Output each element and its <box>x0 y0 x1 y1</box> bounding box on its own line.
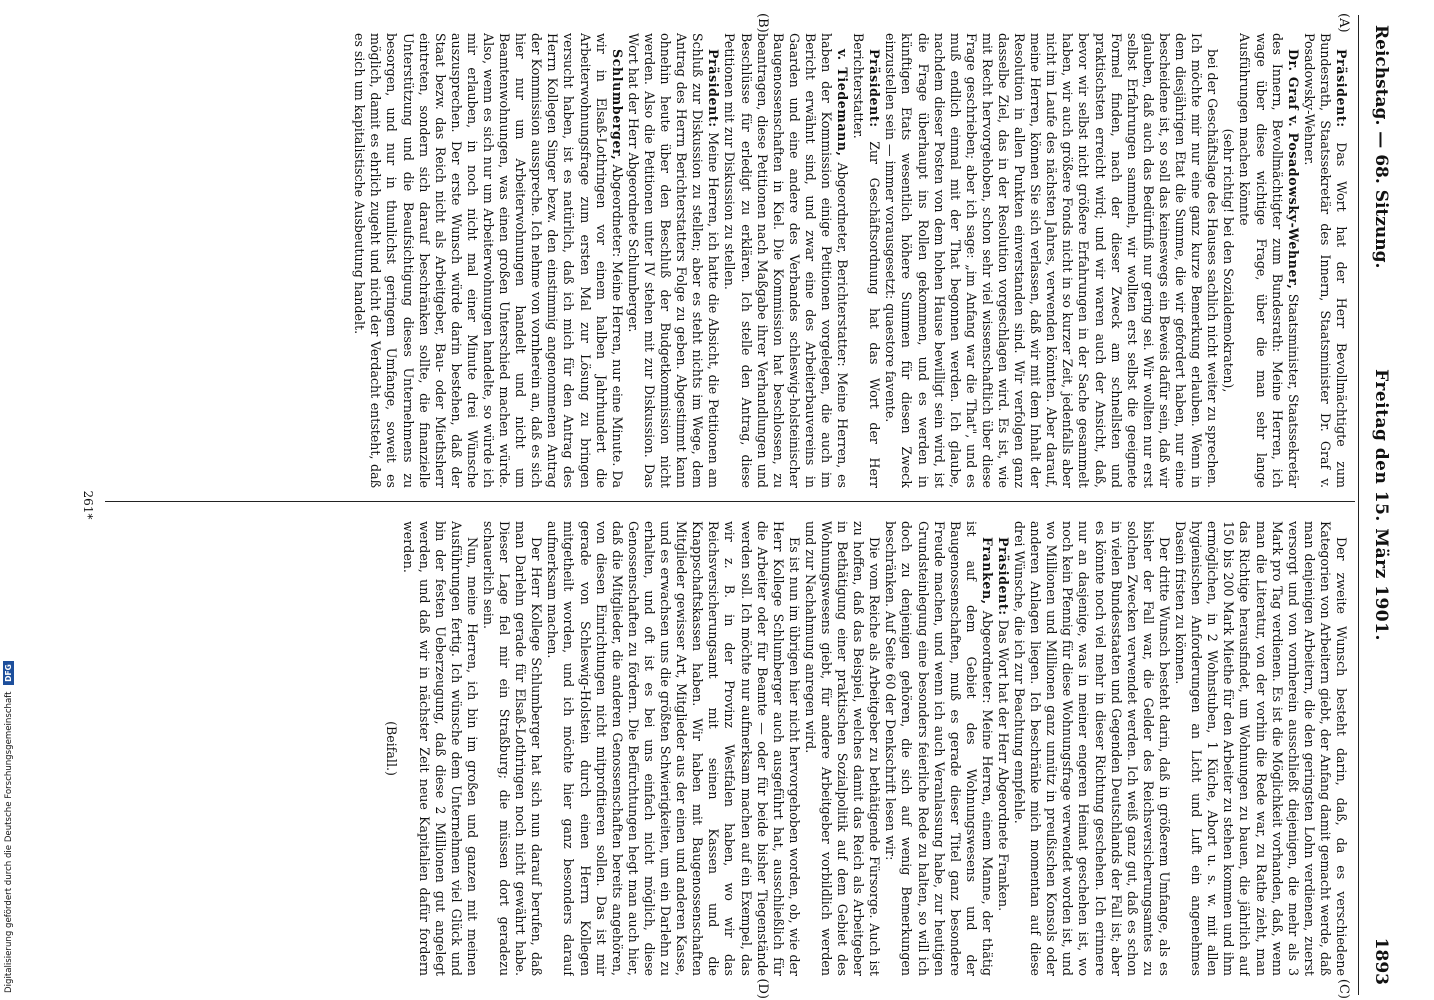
page-header <box>1361 15 1395 995</box>
paragraph <box>1236 33 1300 488</box>
speaker-name: Präsident: <box>706 49 722 128</box>
left-column <box>79 33 1349 488</box>
margin-mark-d: (D) <box>755 978 770 999</box>
speaker-name: Franken, <box>979 537 995 605</box>
margin-mark-a: (A) <box>1336 13 1351 33</box>
paragraph-text: Staatsminister, Staatssekretär des Innern, Bevollmächtigter zum Bundesrath: Meine Herren, ich wage über diese wichtige Frage, über die man sehr lange Ausführungen machen könnte <box>1237 33 1301 488</box>
paragraph <box>802 521 882 976</box>
paragraph <box>850 33 882 488</box>
paragraph <box>1301 33 1349 488</box>
speaker-name: Präsident: <box>867 49 883 128</box>
page-number: 1893 <box>1371 937 1391 985</box>
paragraph <box>882 33 1220 488</box>
paragraph <box>544 521 802 976</box>
paragraph-text: Meine Herren, ich hatte die Absicht, die Petitionen am Schluß zur Diskussion zu stellen; aber es steht nichts im Wege, dem Antrag des Herrn Berichterstatters Folge zu geben. Abgestimmt kann ohnehin heute über den Beschluß der Budgetkommission nicht werden. Also die Petitionen unter IV stehen mit zur Diskussion. Das Wort hat der Herr Abgeordnete Schlumberger. <box>625 33 722 488</box>
paragraph-text: (sehr richtig! bei den Sozialdemokraten), <box>1221 128 1237 393</box>
paragraph-text: Nun, meine Herren, ich bin im großen und ganzen mit meinen Ausführungen fertig. Ich wünsche dem Unternehmen viel Glück und bin der festen Ueberzeugung, daß diese 2 Millionen gut angelegt werden, und daß wir in nächster Zeit neue Kapitalien dafür fordern werden. <box>400 521 480 976</box>
paragraph-text: Abgeordneter, Berichterstatter: Meine Herren, es haben der Kommission einige Petitionen vorgelegen, die auch im Bericht erwähnt sind, und zwar eine des Arbeiterbauvereins in Gaarden und eine andere des Verbandes schleswig-holsteinischer Baugenossenschaften in Kiel. Die Kommission hat beschlossen, zu beantragen, diese Petitionen nach Maßgabe ihrer Verhandlungen und Beschlüsse für erledigt zu erklären. Ich stelle den Antrag, diese Petitionen mit zur Diskussion zu stellen. <box>722 33 851 488</box>
column-divider <box>105 501 1355 502</box>
paragraph <box>625 33 722 488</box>
paragraph <box>1011 521 1172 976</box>
speaker-name: Schlumberger, <box>609 49 625 161</box>
header-date: Freitag den 15. März 1901. <box>1371 369 1391 641</box>
paragraph <box>1172 521 1349 976</box>
speaker-name: Präsident: <box>996 537 1012 616</box>
paragraph-text: Der zweite Wunsch besteht darin, daß, da es verschiedene Kategorien von Arbeitern giebt, der Anfang damit gemacht werde, daß man denjenigen Arbeitern, die den geringsten Lohn verdienen, zuerst versorgt und von vornherein ausschließt diejenigen, die mehr als 3 Mark pro Tag verdienen. Es ist die Möglichkeit vorhanden, daß, wenn man die Literatur, von der vorhin die Rede war, zu Rathe zieht, man das Richtige herausfindet, um Wohnungen zu bauen, die jährlich auf 150 bis 200 Mark Miethe für den Arbeiter zu stehen kommen und ihm ermöglichen, in 2 Wohnstuben, 1 Küche, Abort u. s. w. mit allen hygienischen Anforderungen an Licht und Luft ein angenehmes Dasein fristen zu können. <box>1173 521 1349 976</box>
header-rule <box>1358 15 1359 995</box>
paragraph <box>882 521 995 976</box>
paragraph-text: Abgeordneter: Meine Herren, einem Manne, der thätig ist auf dem Gebiet des Wohnungswesens und der Baugenossenschaften, muß es gerade dieser Titel ganz besondere Freude machen, und wenn ich auch Veranlassung habe, zur heutigen Grundsteinlegung eine besonders feierliche Rede zu halten, so will ich doch zu denjenigen gehören, die sich auf wenig Bemerkungen beschränken. Auf Seite 60 der Denkschrift lesen wir: <box>883 521 995 976</box>
paragraph <box>995 521 1011 976</box>
right-column <box>79 521 1349 976</box>
dfg-logo: DFG <box>3 661 14 685</box>
paragraph-text: Die vom Reiche als Arbeitgeber zu bethätigende Fürsorge. Auch ist zu hoffen, daß das Beispiel, welches damit das Reich als Arbeitgeber in Bethätigung einer praktischen Sozialpolitik auf dem Gebiet des Wohnungswesens giebt, für andere Arbeitgeber vorbildlich werden und zur Nachahmung anregen wird. <box>802 521 883 976</box>
speaker-name: Dr. Graf v. Posadowsky-Wehner, <box>1285 49 1301 290</box>
header-left: Reichstag. — 68. Sitzung. <box>1371 25 1391 269</box>
paragraph-text: bei der Geschäftslage des Hauses sachlich nicht weiter zu sprechen. Ich möchte mir nur eine ganz kurze Bemerkung erlauben. Wenn in dem diesjährigen Etat die Summe, die wir gefordert haben, nur eine bescheidene ist, so soll das keineswegs ein Beweis dafür sein, daß wir glauben, daß auch das Bedürfniß nur gering sei. Wir wollten nur erst selbst Erfahrungen sammeln, wir wollten erst selbst die geeignete Formel finden, nach der dieser Zweck am schnellsten und praktischsten erreicht wird; und wir waren auch der Ansicht, daß, bevor wir selbst nicht größere Erfahrungen in der Sache gesammelt haben, wir auch größere Fonds nicht in so kurzer Zeit, jedenfalls aber nicht im Laufe des nächsten Jahres, verwenden könnten. Aber darauf, meine Herren, können Sie sich verlassen, daß wir mit dem Inhalt der Resolution in allen Punkten einverstanden sind. Wir verfolgen ganz dasselbe Ziel, das in der Resolution vorgeschlagen wird. Es ist, wie mit Recht hervorgehoben, schon sehr viel wissenschaftlich über diese Frage geschrieben; aber ich sage: „im Anfang war die That", und es muß endlich einmal mit der That begonnen werden. Ich glaube, nachdem dieser Posten von dem hohen Hause bewilligt sein wird, ist die Frage überhaupt ins Rollen gekommen, und es werden in künftigen Etats wesentlich höhere Summen für diesen Zweck einzustellen sein — immer vorausgesetzt: quaestore favente. <box>883 33 1221 488</box>
paragraph-text: Es ist nun im übrigen hier nicht hervorgehoben worden, ob, wie der Herr Kollege Schlumberger auch ausgeführt hat, ausschließlich für die Arbeiter oder für Beamte — oder für beide bisher Tiegenstände werden soll. Ich möchte nur aufmerksam machen auf ein Exempel, das wir z. B. in der Provinz Westfalen haben, wo wir das Reichsversicherungsamt mit seinen Kassen und die Knappschaftskassen haben. Wir haben mit Baugenossenschaften Mitglieder gewisser Art, Mitglieder aus der einen und anderen Kasse, und es erwachsen uns die größten Schwierigkeiten, um ein Darlehn zu erhalten, und oft ist es bei uns einfach nicht möglich, diese Genossenschaften zu fördern. Die Befürchtungen hegt man auch hier, daß die Mitglieder, die anderen Genossenschaften bereits angehören, von diesen Einrichtungen nicht mitprofitieren sollen. Das ist mir gerade von Schleswig-Holstein durch einen Herrn Kollegen mitgetheilt worden, und ich möchte hier ganz besonders darauf aufmerksam machen. <box>545 521 802 976</box>
speaker-name: Präsident: <box>1334 49 1349 128</box>
margin-mark-c: (C) <box>1336 978 1351 999</box>
paragraph-text: Der dritte Wunsch besteht darin, daß in größerem Umfange, als es bisher der Fall war, die Gelder des Reichsversicherungsamtes zu solchen Zwecken verwendet werden. Ich weiß ganz gut, daß es schon in vielen Bundesstaaten und Gegenden Deutschlands der Fall ist; aber es könnte noch viel mehr in dieser Richtung geschehen. Ich erinnere nur an dasjenige, was in meiner engeren Heimat geschehen ist, wo noch kein Pfennig für diese Wohnungsfrage verwendet worden ist, und wo Millionen und Millionen ganz unnütz in preußischen Konsols oder anderen Anlagen liegen. Ich beschränke mich momentan auf diese drei Wünsche, die ich zur Beachtung empfehle. <box>1012 521 1172 976</box>
paragraph <box>480 521 544 976</box>
funding-note: Digitalisierung gefördert durch die Deutsche Forschungsgemeinschaft <box>4 691 14 993</box>
folio-mark: 261* <box>81 490 95 520</box>
paragraph <box>351 33 625 488</box>
paragraph-text: Der Herr Kollege Schlumberger hat sich nun darauf berufen, daß man Darlehn gerade für Elsaß-Lothringen noch nicht gewährt habe. Dieser Lage fiel mir ein Straßburg; die müssen dort geradezu schauerlich sein. <box>481 521 545 976</box>
paragraph-text: Das Wort hat der Herr Bevollmächtigte zum Bundesrath, Staatssekretär des Innern, Staatsminister Dr. Graf v. Posadowsky-Wehner. <box>1301 33 1349 488</box>
paragraph-text: Abgeordneter: Meine Herren, nur eine Minute. Da wir in Elsaß-Lothringen vor einem halben Jahrhundert die Arbeiterwohnungsfrage zum ersten Mal zur Lösung zu bringen versucht haben, ist es natürlich, daß ich mich für den Antrag des Herrn Kollegen Singer bezw. den einstimmig angenommenen Antrag der Kommission ausspreche. Ich nehme von vornherein an, daß es sich hier nur um Arbeiterwohnungen handelt und nicht um Beamtenwohnungen, was einen großen Unterschied machen würde. Also, wenn es sich nur um Arbeiterwohnungen handelte, so würde ich mir erlauben, in noch nicht mal einer Minute drei Wünsche auszusprechen. Der erste Wunsch würde darin bestehen, daß der Staat bezw. das Reich nicht als Arbeitgeber, Bau- oder Miethsherr eintreten, sondern sich darauf beschränken sollte, die finanzielle Unterstützung und die Beaufsichtigung dieses Unternehmens zu besorgen, und nur in thunlichst geringem Umfange, soweit es möglich, damit es ehrlich zugeht und nicht der Verdacht entsteht, daß es sich um kapitalistische Ausbeutung handelt. <box>352 33 625 488</box>
paragraph <box>1220 33 1236 488</box>
paragraph-text: Zur Geschäftsordnung hat das Wort der Herr Berichterstatter. <box>851 33 883 488</box>
footer-strip <box>3 608 14 993</box>
paragraph <box>721 33 850 488</box>
paragraph-text: (Beifall.) <box>384 721 400 776</box>
paragraph-text: Das Wort hat der Herr Abgeordnete Franken. <box>996 619 1012 912</box>
margin-mark-b: (B) <box>755 13 770 33</box>
speaker-name: v. Tiedemann, <box>835 49 851 157</box>
paragraph <box>399 521 479 976</box>
paragraph <box>383 521 399 976</box>
page-sheet <box>15 13 1395 999</box>
